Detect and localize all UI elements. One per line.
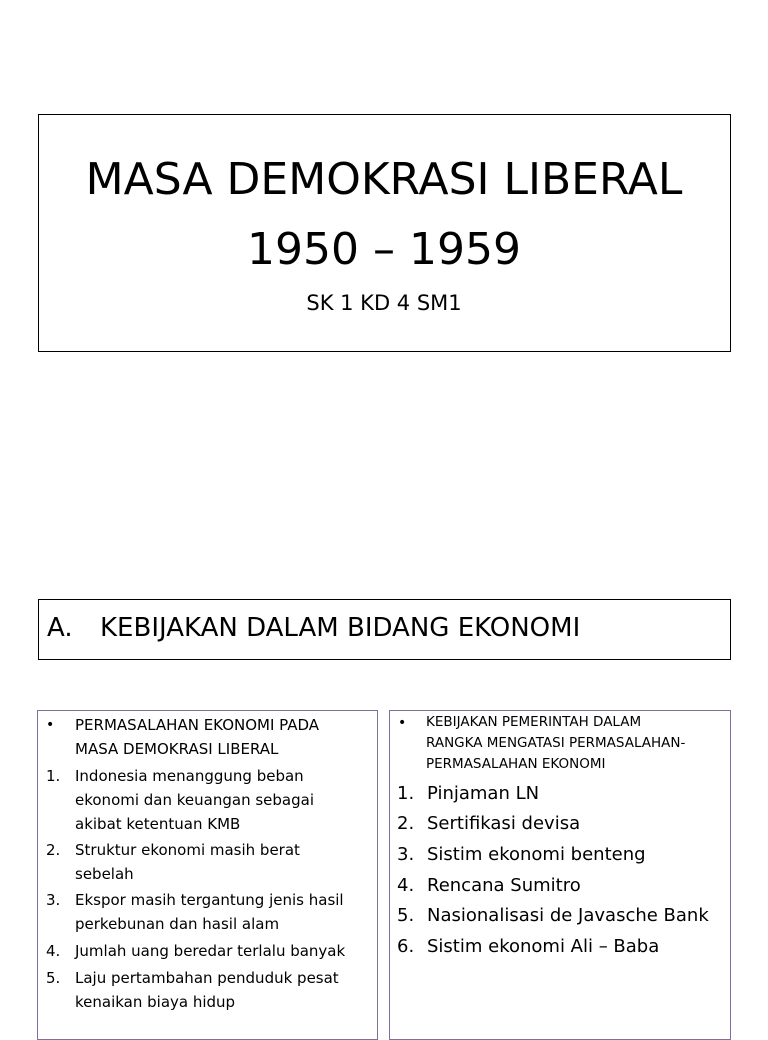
list-number: 1. xyxy=(46,767,61,785)
bullet-icon: • xyxy=(398,715,407,731)
policies-header-line3: PERMASALAHAN EKONOMI xyxy=(426,756,606,772)
list-item-line: kenaikan biaya hidup xyxy=(75,993,236,1011)
list-number: 5. xyxy=(397,905,415,926)
list-number: 3. xyxy=(397,844,415,865)
list-item-line: sebelah xyxy=(75,865,134,883)
list-item-text: Rencana Sumitro xyxy=(427,875,581,896)
list-item-text: Sertifikasi devisa xyxy=(427,813,581,834)
list-item-line: Struktur ekonomi masih berat xyxy=(75,841,300,859)
list-number: 5. xyxy=(46,969,61,987)
section-heading: KEBIJAKAN DALAM BIDANG EKONOMI xyxy=(100,613,581,643)
list-number: 4. xyxy=(397,875,415,896)
list-item-line: Ekspor masih tergantung jenis hasil xyxy=(75,891,344,909)
policies-header-line1: KEBIJAKAN PEMERINTAH DALAM xyxy=(426,714,642,730)
problems-header-line1: PERMASALAHAN EKONOMI PADA xyxy=(75,716,320,734)
slide-title: MASA DEMOKRASI LIBERAL xyxy=(85,154,683,205)
problems-header-line2: MASA DEMOKRASI LIBERAL xyxy=(75,740,279,758)
list-number: 3. xyxy=(46,891,61,909)
list-item-text: Pinjaman LN xyxy=(427,783,540,804)
list-number: 2. xyxy=(46,841,61,859)
list-item-line: Laju pertambahan penduduk pesat xyxy=(75,969,339,987)
policies-header-line2: RANGKA MENGATASI PERMASALAHAN- xyxy=(426,735,686,751)
list-number: 6. xyxy=(397,936,415,957)
list-number: 4. xyxy=(46,942,61,960)
list-item-text: Sistim ekonomi Ali – Baba xyxy=(427,936,660,957)
list-item-line: akibat ketentuan KMB xyxy=(75,815,241,833)
list-item-text: Sistim ekonomi benteng xyxy=(427,844,646,865)
slide-title-years: 1950 – 1959 xyxy=(247,224,521,275)
list-item-line: perkebunan dan hasil alam xyxy=(75,915,280,933)
list-item-line: Jumlah uang beredar terlalu banyak xyxy=(75,942,346,960)
list-item-text: Nasionalisasi de Javasche Bank xyxy=(427,905,709,926)
list-item-line: ekonomi dan keuangan sebagai xyxy=(75,791,314,809)
list-number: 1. xyxy=(397,783,415,804)
list-number: 2. xyxy=(397,813,415,834)
slide-subtitle: SK 1 KD 4 SM1 xyxy=(306,291,462,315)
bullet-icon: • xyxy=(46,717,55,733)
list-item-line: Indonesia menanggung beban xyxy=(75,767,304,785)
section-letter: A. xyxy=(47,613,73,643)
